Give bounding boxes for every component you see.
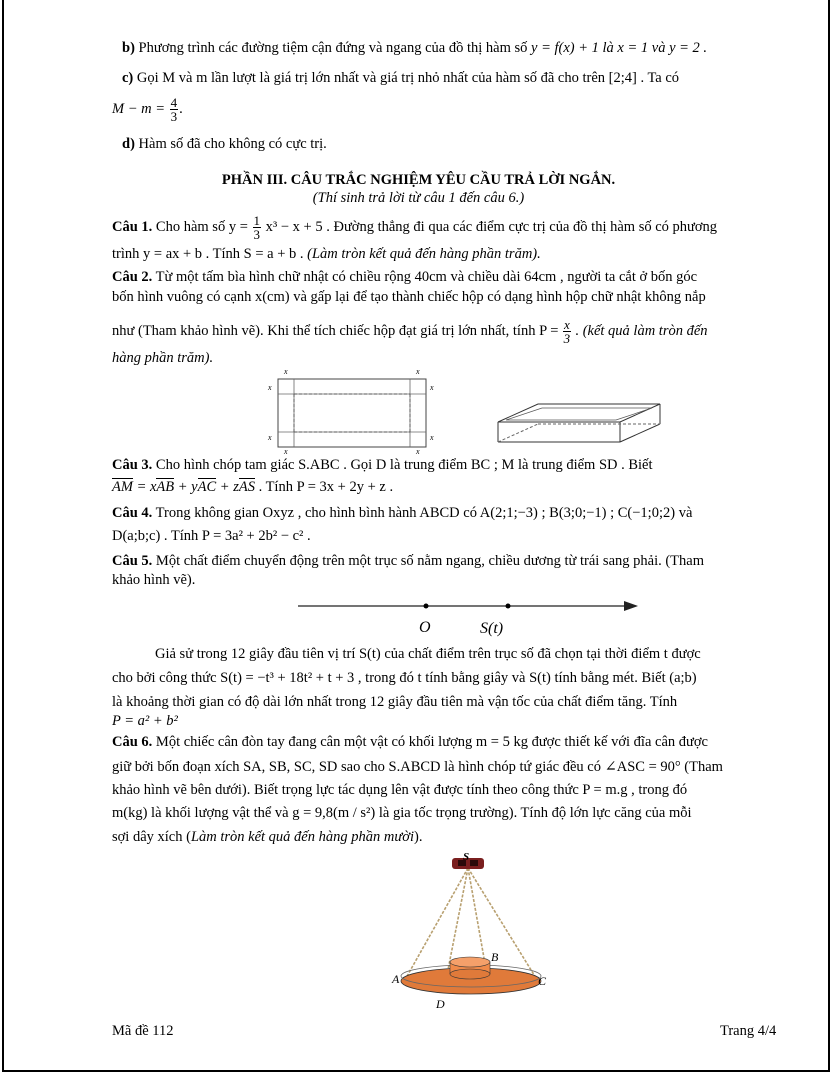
q5-para3: là khoảng thời gian có độ dài lớn nhất trong 12 giây đầu tiên mà vận tốc của chất điểm tăng. Tính	[112, 694, 678, 710]
q5-para4: P = a² + b²	[112, 713, 178, 729]
axis-st-label: S(t)	[480, 620, 504, 637]
vec-as: AS	[238, 479, 255, 495]
item-b	[122, 40, 707, 57]
q5-line2: khảo hình vẽ).	[112, 572, 196, 588]
q2-label: Câu 2.	[112, 269, 153, 285]
q4-label: Câu 4.	[112, 505, 153, 521]
q6-line5	[112, 829, 423, 846]
x-mark: x	[268, 433, 272, 442]
q6-text5c: ).	[414, 829, 423, 845]
item-b-math: y = f(x) + 1 là x = 1 và y = 2 .	[531, 40, 708, 56]
q5-text1: Một chất điểm chuyển động trên một trục số nằm ngang, chiều dương từ trái sang phải. (Tham	[155, 553, 704, 569]
frac-num: 4	[170, 95, 178, 110]
point-b-label: B	[491, 950, 499, 964]
q6-line1	[112, 734, 708, 751]
item-b-text: Phương trình các đường tiệm cận đứng và ngang của đồ thị hàm số	[138, 40, 528, 56]
item-b-label: b)	[122, 40, 135, 56]
q4-text1: Trong không gian Oxyz , cho hình bình hành ABCD có A(2;1;−3) ; B(3;0;−1) ; C(−1;0;2) và	[155, 505, 693, 521]
q4-line2: D(a;b;c) . Tính P = 3a² + 2b² − c² .	[112, 528, 311, 544]
q3-label: Câu 3.	[112, 457, 153, 473]
point-s-label: S	[463, 852, 470, 863]
q6-text5a: sợi dây xích (	[112, 829, 191, 845]
x-mark: x	[268, 383, 272, 392]
q2-box-figure	[494, 400, 664, 448]
q2-line2: bốn hình vuông có cạnh x(cm) và gấp lại để tạo thành chiếc hộp có dạng hình hộp chữ nhật không nắp	[112, 289, 706, 305]
q1-line2	[112, 246, 541, 263]
q5-para1: Giả sử trong 12 giây đầu tiên vị trí S(t) của chất điểm trên trục số đã chọn tại thời điểm t được	[155, 646, 701, 662]
axis-origin-label: O	[419, 619, 431, 636]
q2-line4: hàng phần trăm).	[112, 350, 214, 366]
q1-text1b: x³ − x + 5 . Đường thẳng đi qua các điểm cực trị của đồ thị hàm số có phương	[265, 218, 718, 235]
q2-text3b: . (kết quả làm tròn đến	[575, 322, 708, 339]
q3-p2: + z	[216, 479, 239, 495]
point-d-label: D	[436, 997, 445, 1011]
item-c-label: c)	[122, 70, 134, 86]
q3-eq: = x	[132, 479, 157, 495]
q3-text1: Cho hình chóp tam giác S.ABC . Gọi D là trung điểm BC ; M là trung điểm SD . Biết	[155, 457, 653, 473]
x-mark: x	[416, 367, 420, 376]
vec-ab: AB	[156, 479, 175, 495]
q2-text3a: như (Tham khảo hình vẽ). Khi thể tích chiếc hộp đạt giá trị lớn nhất, tính P =	[112, 322, 559, 339]
q5-line1	[112, 553, 704, 570]
q5-number-line	[296, 596, 642, 642]
q5-label: Câu 5.	[112, 553, 153, 569]
x-mark: x	[284, 367, 288, 376]
weight-object	[450, 957, 490, 967]
q3-line1	[112, 457, 653, 474]
q6-line2: giữ bởi bốn đoạn xích SA, SB, SC, SD sao cho S.ABCD là hình chóp tứ giác đều có ∠ASC = 90° (Tham	[112, 759, 723, 775]
frac-num: x	[564, 317, 570, 332]
q1-text2b: (Làm tròn kết quả đến hàng phần trăm).	[307, 246, 541, 262]
q3-line2	[112, 479, 393, 496]
part3-title: PHẦN III. CÂU TRẮC NGHIỆM YÊU CẦU TRẢ LỜI NGẮN.	[221, 172, 616, 188]
q6-text1: Một chiếc cân đòn tay đang cân một vật có khối lượng m = 5 kg được thiết kế với đĩa cân được	[155, 734, 708, 750]
item-c-fraction	[170, 96, 179, 123]
x-mark: x	[430, 383, 434, 392]
q6-line3: khảo hình vẽ bên dưới). Biết trọng lực tác dụng lên vật được tính theo công thức P = m.g , trong đó	[112, 782, 688, 798]
item-c-text: Gọi M và m lần lượt là giá trị lớn nhất và giá trị nhỏ nhất của hàm số đã cho trên [2;4] . Ta có	[136, 70, 680, 86]
q5-para2: cho bởi công thức S(t) = −t³ + 18t² + t + 3 , trong đó t tính bằng giây và S(t) tính bằng mét. Biết (a;b)	[112, 670, 697, 686]
q1-line1	[112, 214, 717, 241]
point-a-label: A	[392, 972, 400, 986]
item-c	[122, 70, 679, 87]
q1-text1a: Cho hàm số y =	[155, 218, 248, 235]
q1-text2a: trình y = ax + b . Tính S = a + b .	[112, 246, 304, 262]
q6-text5b: Làm tròn kết quả đến hàng phần mười	[190, 829, 415, 845]
q2-line1	[112, 269, 697, 286]
item-c-math-lhs: M − m =	[112, 100, 165, 117]
x-mark: x	[430, 433, 434, 442]
item-d-text: Hàm số đã cho không có cực trị.	[138, 136, 327, 152]
q1-fraction	[253, 214, 262, 241]
q4-line1	[112, 505, 692, 522]
q1-label: Câu 1.	[112, 218, 153, 235]
x-mark: x	[416, 447, 420, 454]
part3-subtitle: (Thí sinh trả lời từ câu 1 đến câu 6.)	[312, 190, 525, 206]
vec-am: AM	[112, 479, 133, 495]
item-d-label: d)	[122, 136, 135, 152]
item-d	[122, 136, 327, 153]
q6-line4: m(kg) là khối lượng vật thể và g = 9,8(m / s²) là gia tốc trọng trường). Tính độ lớn lực căng của mỗi	[112, 805, 692, 821]
frac-num: 1	[253, 213, 261, 228]
frac-den: 3	[563, 331, 571, 346]
page-number: Trang 4/4	[720, 1023, 777, 1039]
point-c-label: C	[538, 974, 547, 988]
q2-line3	[112, 318, 708, 345]
q6-label: Câu 6.	[112, 734, 153, 750]
q2-fraction	[563, 318, 571, 345]
frac-den: 3	[253, 227, 261, 242]
exam-code: Mã đề 112	[112, 1023, 174, 1039]
q6-scale-figure	[388, 852, 558, 1012]
x-mark: x	[284, 447, 288, 454]
q3-tail: . Tính P = 3x + 2y + z .	[254, 479, 394, 495]
q3-p1: + y	[174, 479, 198, 495]
frac-den: 3	[170, 109, 178, 124]
q2-text1: Từ một tấm bìa hình chữ nhật có chiều rộng 40cm và chiều dài 64cm , người ta cắt ở bốn góc	[155, 269, 698, 285]
vec-ac: AC	[197, 479, 217, 495]
item-c-math: M − m = $\frac{4}{3}$ .	[112, 95, 183, 124]
q2-net-figure	[262, 366, 442, 454]
